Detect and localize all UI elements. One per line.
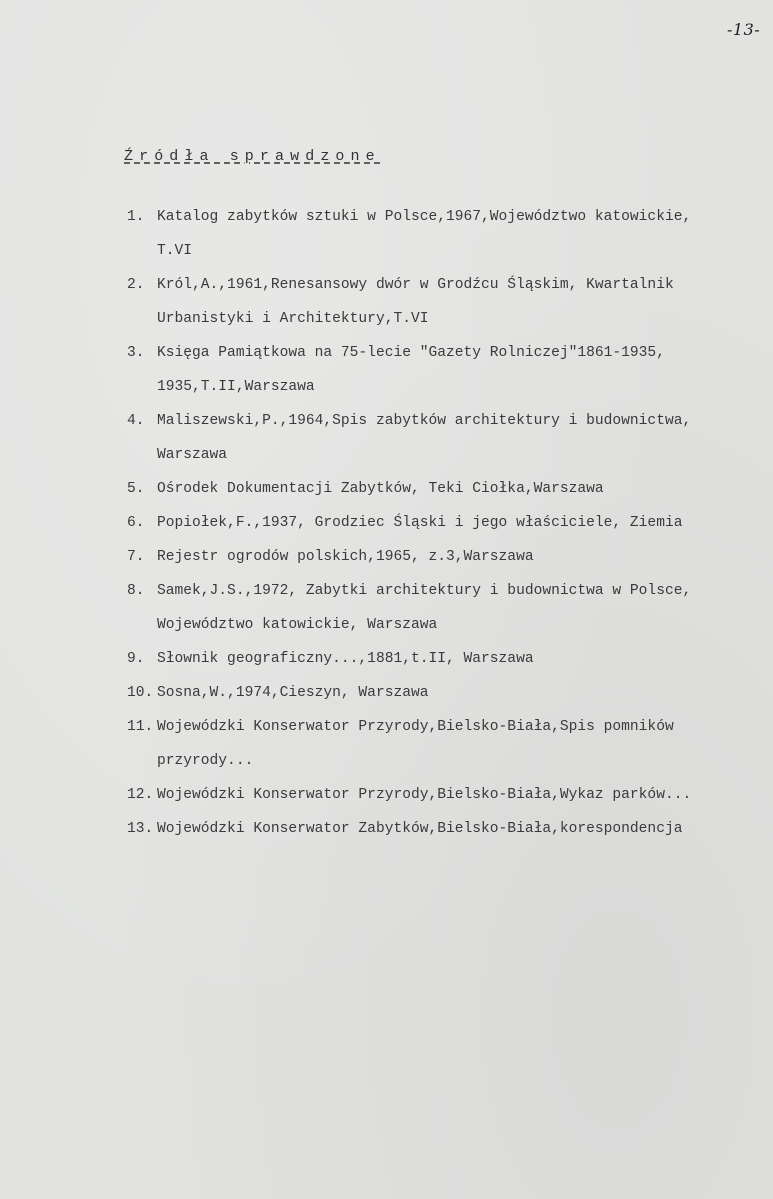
list-item-text: Ośrodek Dokumentacji Zabytków, Teki Ciołka,Warszawa xyxy=(157,481,604,497)
list-item-text: Król,A.,1961,Renesansowy dwór w Grodźcu Śląskim, Kwartalnik xyxy=(157,277,674,293)
list-item-number: 2. xyxy=(127,277,145,293)
list-item-number: 10. xyxy=(127,685,154,701)
list-item-continuation: Województwo katowickie, Warszawa xyxy=(157,617,438,633)
list-item-text: Wojewódzki Konserwator Zabytków,Bielsko-Biała,korespondencja xyxy=(157,821,683,837)
list-item xyxy=(127,642,767,676)
list-item-number: 11. xyxy=(127,719,154,735)
list-item xyxy=(127,676,767,710)
list-item-number: 4. xyxy=(127,413,145,429)
list-item-text: Maliszewski,P.,1964,Spis zabytków architektury i budownictwa, xyxy=(157,413,692,429)
list-item xyxy=(127,506,767,540)
list-item-continuation: 1935,T.II,Warszawa xyxy=(157,379,315,395)
list-item-number: 8. xyxy=(127,583,145,599)
list-item-number: 13. xyxy=(127,821,154,837)
list-item-continuation: T.VI xyxy=(157,243,193,259)
list-item-text: Słownik geograficzny...,1881,t.II, Warszawa xyxy=(157,651,534,667)
list-item xyxy=(127,336,767,404)
list-item xyxy=(127,268,767,336)
list-item-number: 6. xyxy=(127,515,145,531)
list-item-text: Sosna,W.,1974,Cieszyn, Warszawa xyxy=(157,685,429,701)
list-item xyxy=(127,540,767,574)
list-item-number: 5. xyxy=(127,481,145,497)
list-item-number: 7. xyxy=(127,549,145,565)
list-item-number: 9. xyxy=(127,651,145,667)
list-item xyxy=(127,710,767,778)
list-item-number: 1. xyxy=(127,209,145,225)
list-item xyxy=(127,574,767,642)
list-item-text: Księga Pamiątkowa na 75-lecie "Gazety Rolniczej"1861-1935, xyxy=(157,345,665,361)
list-item-text: Rejestr ogrodów polskich,1965, z.3,Warszawa xyxy=(157,549,534,565)
list-item-text: Samek,J.S.,1972, Zabytki architektury i budownictwa w Polsce, xyxy=(157,583,692,599)
list-item-continuation: Urbanistyki i Architektury,T.VI xyxy=(157,311,429,327)
list-item-text: Wojewódzki Konserwator Przyrody,Bielsko-Biała,Wykaz parków... xyxy=(157,787,692,803)
list-item-text: Katalog zabytków sztuki w Polsce,1967,Województwo katowickie, xyxy=(157,209,692,225)
list-item xyxy=(127,404,767,472)
list-item-continuation: Warszawa xyxy=(157,447,228,463)
list-item xyxy=(127,778,767,812)
section-heading: Źródła sprawdzone xyxy=(124,148,381,165)
list-item-number: 12. xyxy=(127,787,154,803)
list-item xyxy=(127,200,767,268)
list-item-text: Wojewódzki Konserwator Przyrody,Bielsko-Biała,Spis pomników xyxy=(157,719,674,735)
page-number: -13- xyxy=(727,20,761,39)
bibliography-list xyxy=(127,200,767,846)
list-item-number: 3. xyxy=(127,345,145,361)
list-item-text: Popiołek,F.,1937, Grodziec Śląski i jego właściciele, Ziemia xyxy=(157,515,683,531)
list-item-continuation: przyrody... xyxy=(157,753,254,769)
list-item xyxy=(127,472,767,506)
list-item xyxy=(127,812,767,846)
